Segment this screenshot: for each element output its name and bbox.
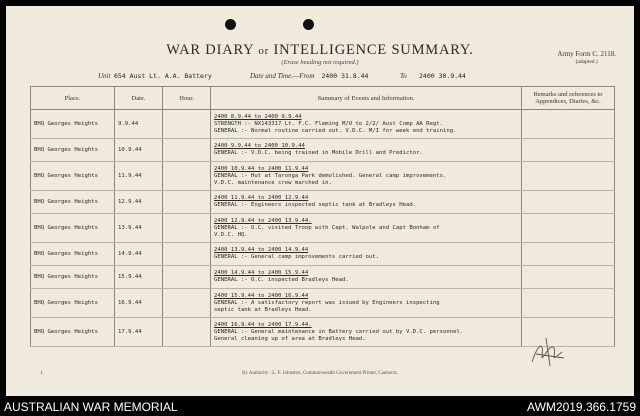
summary-line: GENERAL :- Engineers inspected septic tank at Bradleys Head.: [214, 202, 417, 208]
table-row: [31, 191, 615, 214]
date-cell: 15.9.44: [115, 266, 163, 289]
summary-cell: [211, 162, 522, 191]
hour-cell: [163, 191, 211, 214]
page-title: WAR DIARY or INTELLIGENCE SUMMARY.: [166, 42, 474, 58]
summary-cell: [211, 266, 522, 289]
summary-line: GENERAL :- Normal routine carried out. V.D.C. M/I for week end training.: [214, 127, 457, 134]
place-cell: BHQ Georges Heights: [31, 191, 115, 214]
date-cell: 10.9.44: [115, 139, 163, 162]
table-row: [31, 162, 615, 191]
hour-cell: [163, 162, 211, 191]
summary-line: 2400 9.9.44 to 2400 10.9.44: [214, 143, 305, 149]
column-header: Date.: [115, 87, 163, 110]
place-cell: BHQ Georges Heights: [31, 139, 115, 162]
table-row: [31, 139, 615, 162]
summary-line: septic tank at Bradleys Head.: [214, 306, 312, 313]
summary-line: 2400 13.9.44 to 2400 14.9.44: [214, 247, 309, 253]
summary-line: 2400 15.9.44 to 2400 16.9.44: [214, 292, 309, 299]
to-line: To 2400 30.9.44: [400, 72, 466, 80]
date-cell: 12.9.44: [115, 191, 163, 214]
table-header-row: [31, 87, 615, 110]
summary-line: 2400 11.9.44 to 2400 12.9.44: [214, 195, 309, 201]
summary-cell: [211, 139, 522, 162]
summary-line: STRENGTH :- NX143317 Lt. F.C. Fleming M/O to 2/2/ Aust Comp AA Regt.: [214, 120, 444, 127]
date-line: Date and Time.—From 2400 31.8.44: [250, 72, 369, 80]
place-cell: BHQ Georges Heights: [31, 162, 115, 191]
place-cell: BHQ Georges Heights: [31, 289, 115, 318]
diary-table: [30, 86, 615, 347]
place-cell: BHQ Georges Heights: [31, 214, 115, 243]
from-value: 2400 31.8.44: [321, 72, 369, 80]
to-value: 2400 30.9.44: [419, 72, 466, 80]
summary-line: 2400 8.9.44 to 2400 9.9.44: [214, 113, 302, 120]
hour-cell: [163, 266, 211, 289]
summary-line: 2400 10.9.44 to 2400 11.9.44: [214, 165, 309, 172]
column-header: Place.: [31, 87, 115, 110]
signature: [526, 334, 570, 368]
summary-cell: [211, 214, 522, 243]
summary-line: GENERAL :- O.C. inspected Bradleys Head.: [214, 277, 349, 283]
form-number: Army Form C. 2118. (adapted.): [557, 50, 616, 65]
hour-cell: [163, 110, 211, 139]
date-cell: 13.9.44: [115, 214, 163, 243]
hour-cell: [163, 318, 211, 347]
place-cell: BHQ Georges Heights: [31, 318, 115, 347]
unit-line: Unit 654 Aust Lt. A.A. Battery: [98, 72, 212, 80]
summary-line: V.D.C. maintenance crew marched in.: [214, 179, 332, 186]
summary-cell: [211, 289, 522, 318]
summary-cell: [211, 243, 522, 266]
punch-hole: [303, 19, 314, 30]
date-cell: 17.9.44: [115, 318, 163, 347]
summary-line: 2400 16.9.44 to 2400 17.9.44.: [214, 321, 312, 328]
summary-line: GENERAL :- V.D.C. being trained in Mobile Drill and Predictor.: [214, 150, 423, 156]
diary-page: [6, 6, 634, 396]
table-row: [31, 214, 615, 243]
remarks-cell: [522, 289, 615, 318]
column-header: Hour.: [163, 87, 211, 110]
table-row: [31, 289, 615, 318]
table-row: [31, 110, 615, 139]
remarks-cell: [522, 139, 615, 162]
archive-bar: [0, 398, 640, 416]
remarks-cell: [522, 243, 615, 266]
printer-credit: By Authority : L. F. Johnston, Commonwealth Government Printer, Canberra.: [242, 371, 398, 376]
summary-line: GENERAL :- Hut at Taronga Park demolished. General camp improvements.: [214, 172, 447, 179]
page-marker: 1.: [40, 371, 44, 376]
remarks-cell: [522, 162, 615, 191]
hour-cell: [163, 214, 211, 243]
archive-name: AUSTRALIAN WAR MEMORIAL: [4, 400, 178, 414]
date-cell: 9.9.44: [115, 110, 163, 139]
summary-line: GENERAL :- A satisfactory report was issued by Engineers inspecting: [214, 299, 440, 306]
summary-line: GENERAL :- O.C. visited Troop with Capt. Walpole and Capt Bonham of: [214, 224, 440, 231]
place-cell: BHQ Georges Heights: [31, 110, 115, 139]
date-cell: 16.9.44: [115, 289, 163, 318]
hour-cell: [163, 243, 211, 266]
column-header: Summary of Events and Information.: [211, 87, 522, 110]
place-cell: BHQ Georges Heights: [31, 243, 115, 266]
hour-cell: [163, 139, 211, 162]
hour-cell: [163, 289, 211, 318]
date-cell: 14.9.44: [115, 243, 163, 266]
table-row: [31, 266, 615, 289]
summary-line: 2400 12.9.44 to 2400 13.9.44.: [214, 217, 312, 224]
remarks-cell: [522, 214, 615, 243]
summary-line: General cleaning up of area at Bradleys Head.: [214, 335, 366, 342]
summary-line: V.D.C. HQ.: [214, 231, 248, 238]
place-cell: BHQ Georges Heights: [31, 266, 115, 289]
summary-cell: [211, 110, 522, 139]
summary-line: GENERAL :- General camp improvements carried out.: [214, 254, 380, 260]
summary-line: 2400 14.9.44 to 2400 15.9.44: [214, 270, 309, 276]
column-header: Remarks and references to Appendices, Diaries, &c.: [522, 87, 615, 110]
remarks-cell: [522, 266, 615, 289]
unit-value: 654 Aust Lt. A.A. Battery: [113, 72, 212, 80]
remarks-cell: [522, 191, 615, 214]
table-row: [31, 243, 615, 266]
summary-line: GENERAL :- General maintenance in Battery carried out by V.D.C. personnel.: [214, 328, 464, 335]
punch-hole: [225, 19, 236, 30]
date-cell: 11.9.44: [115, 162, 163, 191]
summary-cell: [211, 191, 522, 214]
record-id: AWM2019.366.1759: [527, 400, 636, 414]
summary-cell: [211, 318, 522, 347]
remarks-cell: [522, 110, 615, 139]
page-subtitle: (Erase heading not required.): [281, 59, 359, 66]
